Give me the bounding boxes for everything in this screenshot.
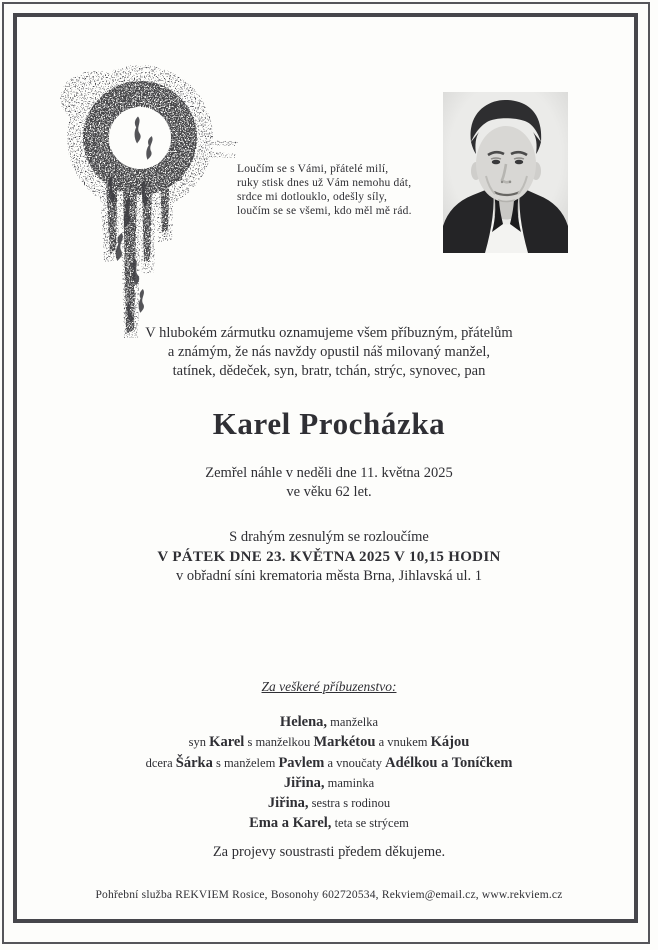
text-line: V hlubokém zármutku oznamujeme všem příbuzným, přátelům: [145, 325, 513, 341]
text-line: Loučím se s Vámi, přátelé milí,: [237, 163, 389, 175]
family-member-relation: maminka: [324, 775, 375, 790]
deceased-name: Karel Procházka: [212, 406, 446, 441]
family-line: [0, 793, 658, 813]
text-line: srdce mi dotlouklo, odešly síly,: [237, 191, 388, 203]
farewell-place: v obřadní síni krematoria města Brna, Jihlavská ul. 1: [175, 568, 483, 584]
farewell-info: [0, 528, 658, 587]
family-member-relation: teta se strýcem: [331, 816, 409, 831]
text-line: a známým, že nás navždy opustil náš milovaný manžel,: [167, 344, 491, 360]
farewell-intro: S drahým zesnulým se rozloučíme: [229, 529, 429, 545]
family-member-name: Pavlem: [278, 754, 325, 771]
family-member-name: Markétou: [313, 734, 376, 751]
text-line: ve věku 62 let.: [286, 484, 372, 500]
family-member-name: Adélkou a Toníčkem: [385, 754, 513, 771]
family-heading-text: Za veškeré příbuzenstvo:: [261, 679, 397, 694]
family-member-name: Kájou: [430, 734, 470, 751]
moon-and-falling-leaves-icon: [38, 50, 238, 340]
family-line: [0, 813, 658, 833]
family-member-name: Jiřina,: [267, 795, 309, 812]
family-member-relation: s manželkou: [244, 735, 314, 750]
memorial-poem: [237, 162, 412, 218]
family-line: [0, 753, 658, 773]
portrait-photo: [443, 92, 568, 253]
family-member-relation: sestra s rodinou: [308, 796, 391, 811]
text-line: Zemřel náhle v neděli dne 11. května 2025: [205, 465, 453, 481]
family-member-name: Karel: [209, 734, 245, 751]
family-member-relation: a vnukem: [375, 735, 431, 750]
text-line: ruky stisk dnes už Vám nemohu dát,: [237, 177, 412, 189]
family-member-name: Helena,: [279, 714, 328, 730]
text-line: loučím se se všemi, kdo měl mě rád.: [237, 205, 412, 217]
family-member-relation: dcera: [145, 755, 176, 770]
family-list: [0, 712, 658, 834]
thanks-text: Za projevy soustrasti předem děkujeme.: [212, 844, 446, 860]
family-heading: [0, 679, 658, 695]
family-member-name: Šárka: [175, 754, 213, 771]
family-member-relation: a vnoučaty: [324, 755, 386, 770]
farewell-datetime: V PÁTEK DNE 23. KVĚTNA 2025 V 10,15 HODIN: [157, 548, 501, 565]
family-member-relation: manželka: [327, 715, 379, 729]
family-line: [0, 732, 658, 752]
family-member-name: Ema a Karel,: [249, 815, 332, 832]
death-info: [0, 464, 658, 502]
text-line: tatínek, dědeček, syn, bratr, tchán, strýc, synovec, pan: [172, 363, 486, 379]
family-member-relation: s manželem: [212, 755, 279, 770]
family-member-relation: syn: [188, 735, 210, 750]
family-line: [0, 712, 658, 732]
announcement-text: [0, 324, 658, 381]
family-member-name: Jiřina,: [283, 774, 325, 791]
family-line: [0, 773, 658, 793]
footer-text: Pohřební služba REKVIEM Rosice, Bosonohy 602720534, Rekviem@email.cz, www.rekviem.cz: [95, 889, 563, 901]
